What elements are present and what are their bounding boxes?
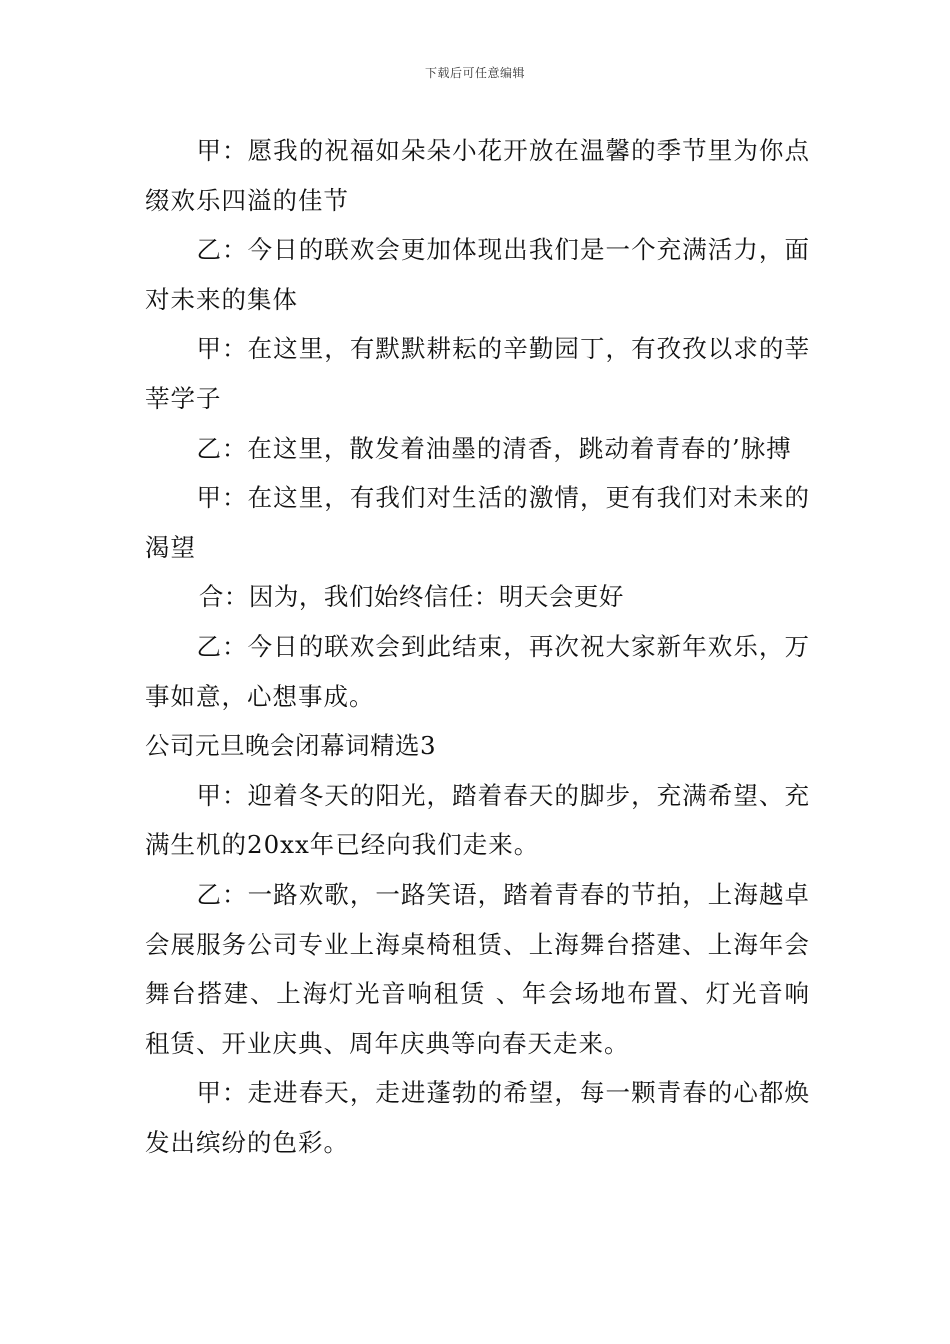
paragraph: 甲：走进春天，走进蓬勃的希望，每一颗青春的心都焕发出缤纷的色彩。 [145,1078,810,1157]
paragraph: 乙：今日的联欢会更加体现出我们是一个充满活力，面对未来的集体 [145,235,810,314]
section-heading: 公司元旦晚会闭幕词精选3 [145,731,437,761]
paragraph: 合：因为，我们始终信任：明天会更好 [198,582,624,612]
paragraph: 乙：今日的联欢会到此结束，再次祝大家新年欢乐，万事如意，心想事成。 [145,631,810,711]
header-note: 下载后可任意编辑 [424,66,525,80]
paragraph: 乙：在这里，散发着油墨的清香，跳动着青春的’脉搏 [196,433,792,463]
paragraph: 甲：愿我的祝福如朵朵小花开放在温馨的季节里为你点缀欢乐四溢的佳节 [145,136,810,215]
paragraph: 甲：在这里，有默默耕耘的辛勤园丁，有孜孜以求的莘莘学子 [145,334,810,413]
paragraph: 甲：在这里，有我们对生活的激情，更有我们对未来的渴望 [145,483,810,562]
paragraph: 甲：迎着冬天的阳光，踏着春天的脚步，充满希望、充满生机的20xx年已经向我们走来。 [145,780,810,860]
document-body [145,126,810,1167]
paragraph: 乙：一路欢歌，一路笑语，踏着青春的节拍，上海越卓会展服务公司专业上海桌椅租赁、上海舞台搭建、上海年会舞台搭建、上海灯光音响租赁 、年会场地布置、灯光音响租赁、开业庆典、周年庆典等向春天走来。 [145,879,810,1058]
